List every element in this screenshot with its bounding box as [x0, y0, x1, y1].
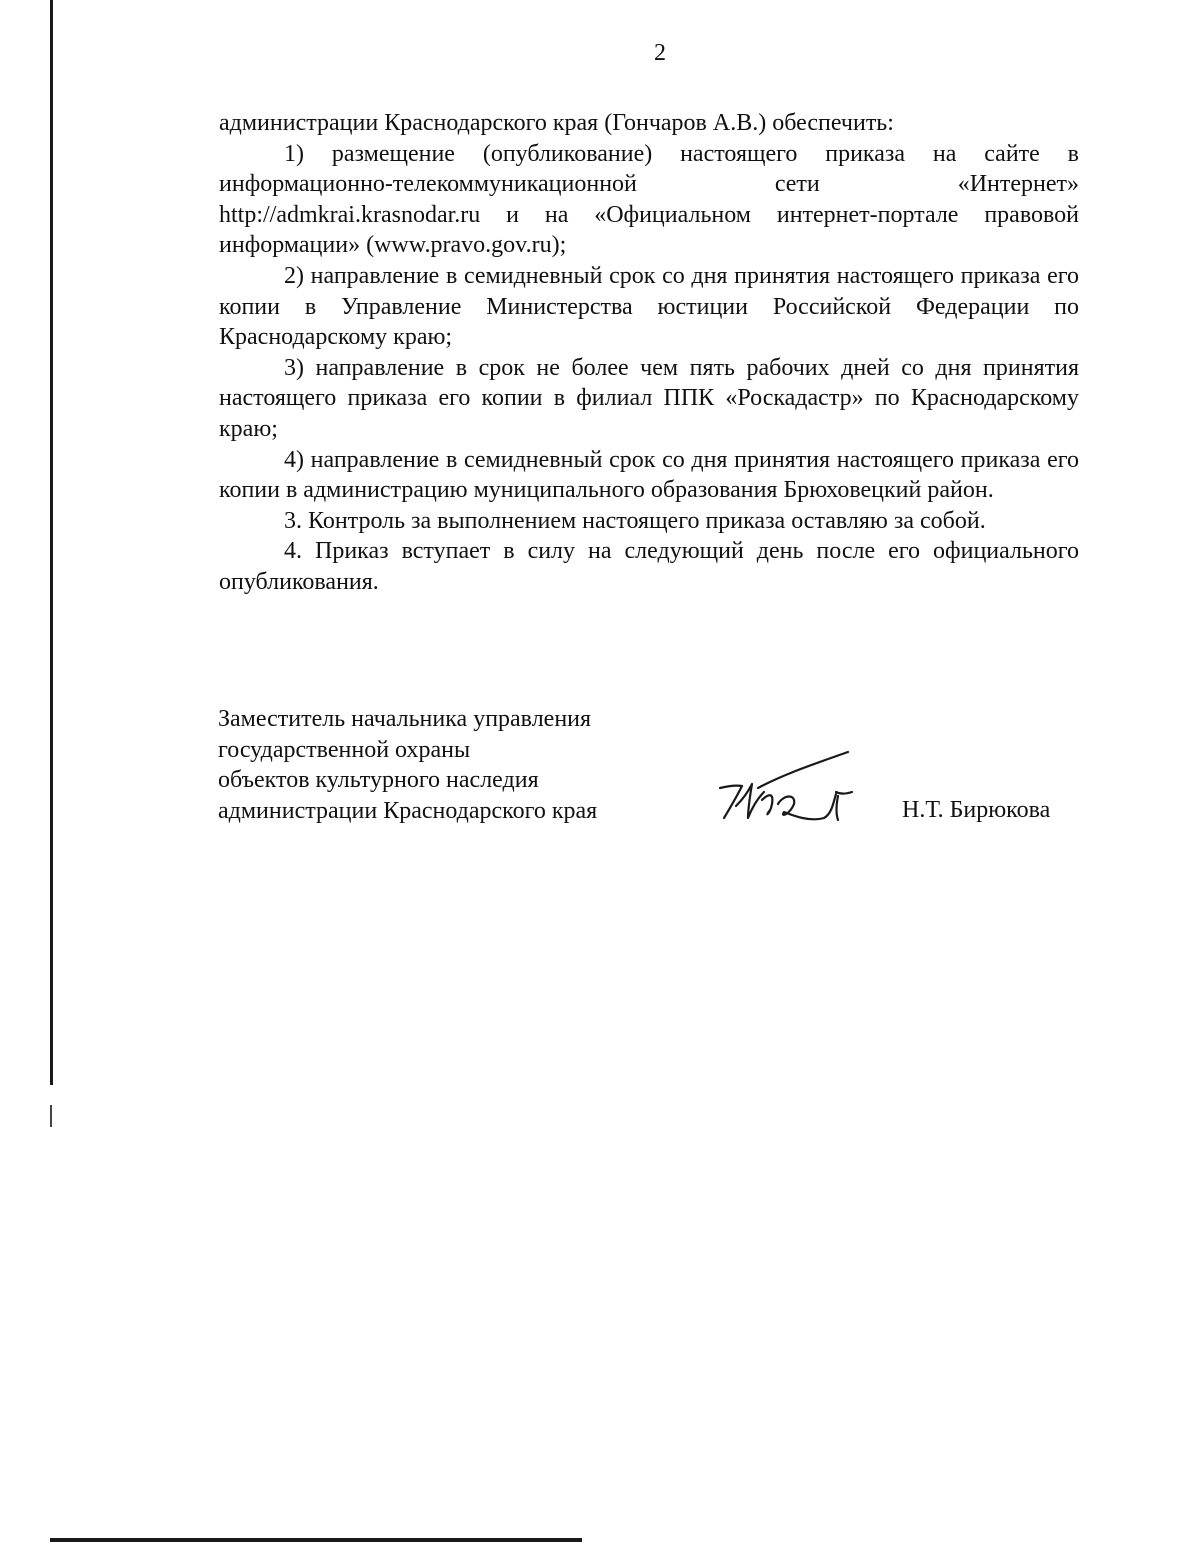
signer-name: Н.Т. Бирюкова [902, 797, 1051, 823]
scan-edge-tick [50, 1105, 52, 1127]
handwritten-signature-icon [714, 748, 864, 834]
paragraph-item-3: 3) направление в срок не более чем пять рабочих дней со дня принятия настоящего приказа его копии в филиал ППК «Роскадастр» по Краснодарскому краю; [219, 354, 1079, 442]
page-number: 2 [654, 40, 666, 66]
paragraph-continuation: администрации Краснодарского края (Гончаров А.В.) обеспечить: [219, 110, 894, 136]
paragraph-clause-4: 4. Приказ вступает в силу на следующий день после его официального опубликования. [219, 538, 1079, 595]
document-body [219, 108, 1079, 598]
position-line: Заместитель начальника управления [218, 706, 592, 732]
paragraph-item-1: 1) размещение (опубликование) настоящего приказа на сайте в информационно-телекоммуникационной сети «Интернет» http://admkrai.krasnodar.ru и на «Официальном интернет-портале правовой информации» (www.pravo.gov.ru); [219, 140, 1079, 259]
scan-edge-bottom [50, 1538, 582, 1542]
paragraph-clause-3: 3. Контроль за выполнением настоящего приказа оставляю за собой. [284, 507, 986, 534]
scan-edge-left [50, 0, 53, 1085]
position-line: государственной охраны [218, 736, 471, 763]
signature-position [218, 704, 597, 826]
position-line: администрации Краснодарского края [218, 797, 598, 824]
paragraph-item-4: 4) направление в семидневный срок со дня принятия настоящего приказа его копии в администрацию муниципального образования Брюховецкий район. [219, 446, 1079, 504]
paragraph-item-2: 2) направление в семидневный срок со дня принятия настоящего приказа его копии в Управление Министерства юстиции Российской Федерации по Краснодарскому краю; [219, 262, 1079, 351]
position-line: объектов культурного наследия [218, 767, 539, 793]
